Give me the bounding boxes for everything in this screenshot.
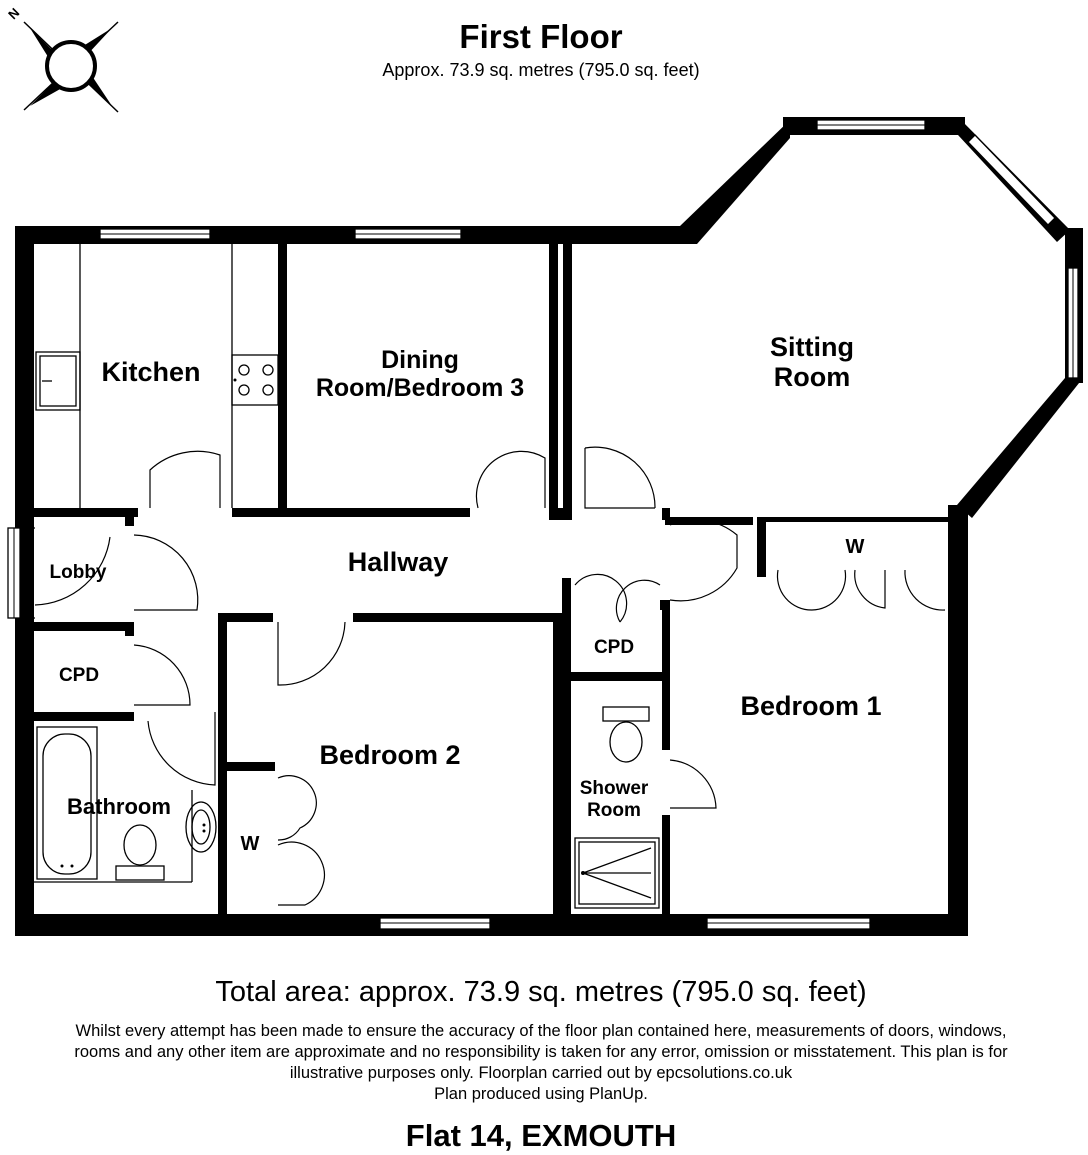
- compass-north-label: N: [5, 4, 23, 23]
- room-shower-label-line2: Room: [587, 800, 641, 821]
- room-dining-label-line2: Room/Bedroom 3: [315, 374, 525, 402]
- total-area-text: Total area: approx. 73.9 sq. metres (795.0 sq. feet): [215, 976, 867, 1008]
- room-sitting-label-line1: Sitting: [770, 332, 854, 362]
- wardrobe-bedroom1-label: W: [845, 536, 865, 558]
- outer-walls: [15, 117, 1083, 936]
- room-cpd-middle-label: CPD: [593, 637, 635, 658]
- room-lobby-label: Lobby: [49, 562, 107, 583]
- room-kitchen-label: Kitchen: [101, 357, 201, 387]
- room-sitting-label-line2: Room: [773, 362, 851, 392]
- room-cpd-left-label: CPD: [58, 665, 100, 686]
- disclaimer-line: Plan produced using PlanUp.: [434, 1085, 648, 1103]
- wardrobe-bedroom2-label: W: [240, 833, 260, 855]
- room-bathroom-label: Bathroom: [67, 794, 171, 819]
- room-dining-label-line1: Dining: [381, 346, 459, 374]
- disclaimer-line: illustrative purposes only. Floorplan carried out by epcsolutions.co.uk: [289, 1064, 793, 1082]
- room-bedroom2-label: Bedroom 2: [319, 740, 461, 770]
- room-shower-label-line1: Shower: [579, 778, 649, 799]
- floor-area-subtitle: Approx. 73.9 sq. metres (795.0 sq. feet): [382, 60, 700, 80]
- floor-title: First Floor: [459, 18, 623, 55]
- room-labels: [50, 332, 882, 855]
- room-hallway-label: Hallway: [347, 547, 449, 577]
- disclaimer: [20, 1021, 1062, 1105]
- compass-rose-icon: [5, 5, 118, 112]
- room-bedroom1-label: Bedroom 1: [740, 691, 882, 721]
- property-title: Flat 14, EXMOUTH: [405, 1118, 677, 1153]
- disclaimer-line: Whilst every attempt has been made to ensure the accuracy of the floor plan contained here, measurements of doors, windows,: [75, 1022, 1007, 1040]
- disclaimer-line: rooms and any other item are approximate and no responsibility is taken for any error, omission or misstatement. This plan is for: [74, 1043, 1008, 1061]
- doors: [20, 447, 945, 905]
